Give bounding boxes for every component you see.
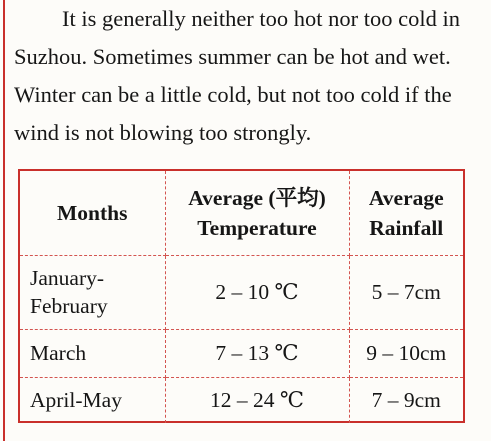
header-rainfall-line1: Average	[368, 185, 444, 210]
header-temperature-line2: Temperature	[197, 215, 317, 240]
month-cell	[20, 377, 165, 423]
header-rainfall	[349, 171, 463, 255]
header-months	[20, 171, 165, 255]
climate-table	[20, 171, 463, 423]
rainfall-cell: 5 – 7cm	[349, 255, 463, 329]
table-row	[20, 377, 463, 423]
header-months-label: Months	[57, 200, 128, 225]
header-temperature	[165, 171, 349, 255]
paragraph-line: It is generally neither too hot nor too cold in	[62, 6, 461, 31]
climate-paragraph	[14, 0, 484, 152]
climate-table-frame	[18, 169, 465, 423]
table-row	[20, 255, 463, 329]
header-rainfall-line2: Rainfall	[369, 215, 444, 240]
month-cell	[20, 329, 165, 377]
month-label-line1: January-	[30, 266, 105, 290]
rainfall-cell: 7 – 9cm	[349, 377, 463, 423]
paragraph-line: Suzhou. Sometimes summer can be hot and wet.	[14, 44, 451, 69]
paragraph-line: Winter can be a little cold, but not too cold if the	[14, 82, 452, 107]
month-cell	[20, 255, 165, 329]
month-label-line1: April-May	[30, 388, 122, 413]
paragraph-line: wind is not blowing too strongly.	[14, 120, 312, 145]
temperature-cell: 2 – 10 ℃	[165, 255, 349, 329]
table-row	[20, 329, 463, 377]
temperature-cell: 12 – 24 ℃	[165, 377, 349, 423]
month-label-line1: March	[30, 341, 87, 365]
rainfall-cell: 9 – 10cm	[349, 329, 463, 377]
table-header-row	[20, 171, 463, 255]
month-label-line2: February	[30, 294, 108, 318]
page-frame-left-border	[3, 0, 5, 441]
temperature-cell: 7 – 13 ℃	[165, 329, 349, 377]
header-temperature-line1: Average (平均)	[188, 185, 326, 210]
